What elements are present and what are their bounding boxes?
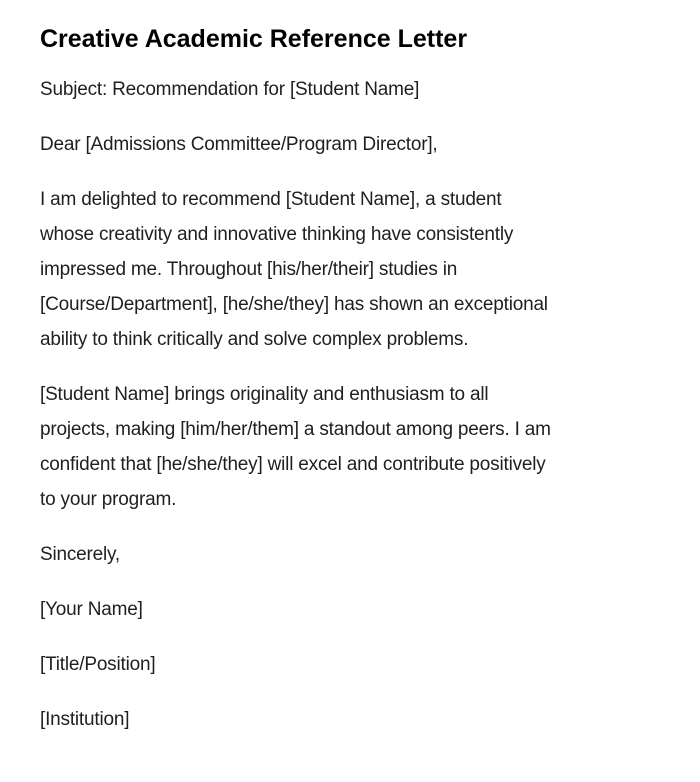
closing: Sincerely, bbox=[40, 544, 121, 565]
subject-line: Subject: Recommendation for [Student Name] bbox=[40, 79, 420, 100]
body-line: [Course/Department], [he/she/they] has shown an exceptional bbox=[40, 294, 548, 315]
body-paragraph-1 bbox=[40, 182, 642, 357]
body-line: confident that [he/she/they] will excel and contribute positively bbox=[40, 454, 546, 475]
salutation: Dear [Admissions Committee/Program Director], bbox=[40, 134, 438, 155]
signature-institution: [Institution] bbox=[40, 709, 130, 730]
body-line: projects, making [him/her/them] a standout among peers. I am bbox=[40, 419, 551, 440]
body-line: to your program. bbox=[40, 489, 177, 510]
body-line: I am delighted to recommend [Student Name], a student bbox=[40, 189, 502, 210]
signature-title: [Title/Position] bbox=[40, 654, 156, 675]
body-line: ability to think critically and solve complex problems. bbox=[40, 329, 469, 350]
page-title: Creative Academic Reference Letter bbox=[40, 25, 468, 53]
body-line: [Student Name] brings originality and enthusiasm to all bbox=[40, 384, 489, 405]
body-line: whose creativity and innovative thinking have consistently bbox=[40, 224, 514, 245]
signature-name: [Your Name] bbox=[40, 599, 143, 620]
body-paragraph-2 bbox=[40, 377, 642, 517]
body-line: impressed me. Throughout [his/her/their] studies in bbox=[40, 259, 458, 280]
